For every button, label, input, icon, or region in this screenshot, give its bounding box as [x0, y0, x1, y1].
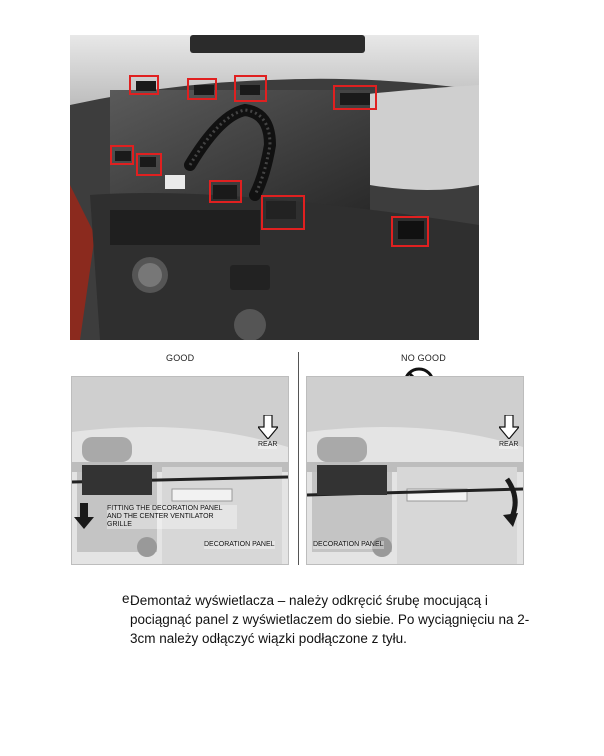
fitting-callout: FITTING THE DECORATION PANEL AND THE CENTER VENTILATOR GRILLE: [107, 505, 237, 529]
rear-label: REAR: [499, 441, 519, 448]
highlight-box: [391, 216, 429, 247]
rear-arrow-icon: [499, 415, 519, 439]
step-paragraph: Demontaż wyświetlacza – należy odkręcić śrubę mocującą i pociągnąć panel z wyświetlaczem do siebie. Po wyciągnięciu na 2-3cm należy odłączyć wiązki podłączone z tyłu.: [130, 593, 530, 646]
column-divider: [298, 352, 299, 565]
decoration-panel-label: DECORATION PANEL: [204, 541, 275, 548]
no-good-label: NO GOOD: [401, 353, 446, 363]
curved-arrow-icon: [503, 477, 523, 527]
highlight-box: [209, 180, 242, 203]
good-diagram: [71, 376, 289, 565]
dashboard-photo: [70, 35, 479, 340]
highlight-box: [136, 153, 162, 176]
highlight-box: [234, 75, 267, 102]
highlight-box: [110, 145, 134, 165]
rear-arrow-icon: [258, 415, 278, 439]
good-label: GOOD: [166, 353, 195, 363]
decoration-panel-label: DECORATION PANEL: [313, 541, 384, 548]
highlight-box: [261, 195, 305, 230]
list-marker: e.: [122, 591, 134, 606]
down-arrow-icon: [74, 503, 94, 529]
highlight-box: [333, 85, 377, 110]
rear-label: REAR: [258, 441, 278, 448]
no-good-diagram: [306, 376, 524, 565]
highlight-box: [187, 78, 217, 100]
highlight-box: [129, 75, 159, 95]
